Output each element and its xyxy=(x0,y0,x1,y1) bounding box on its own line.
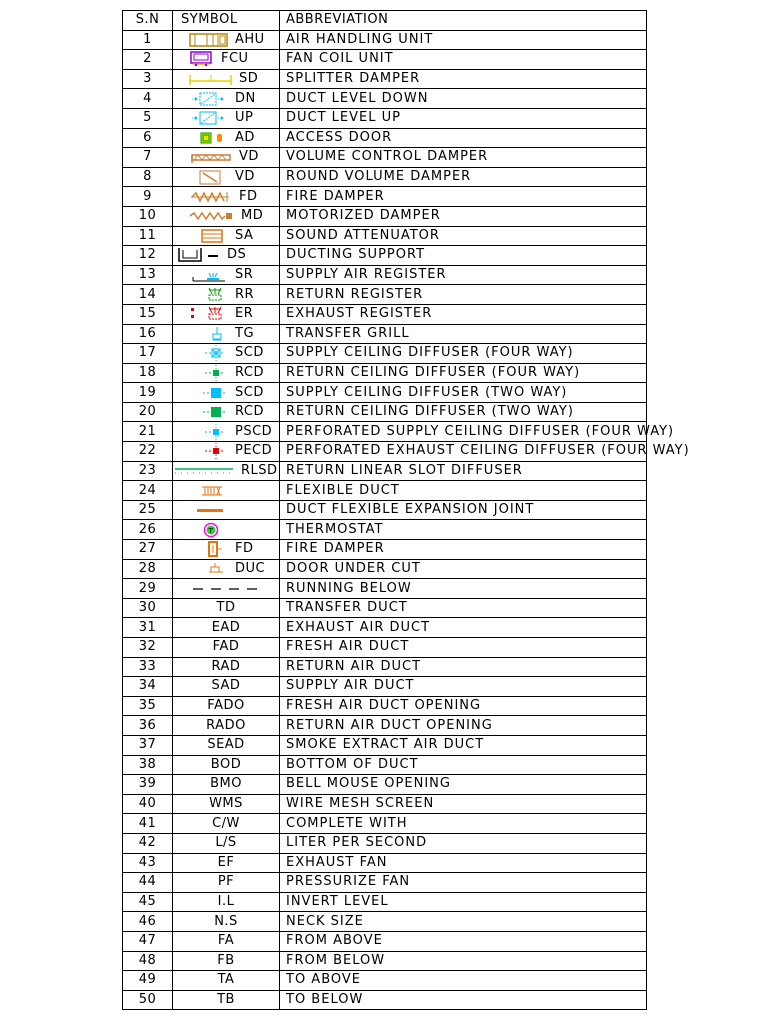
perforated-exhaust-diffuser-icon xyxy=(189,443,229,459)
abbreviation-cell: FIRE DAMPER xyxy=(280,540,647,560)
symbol-code: UP xyxy=(235,110,254,126)
symbol-cell xyxy=(173,579,280,599)
row-number: 48 xyxy=(123,951,173,971)
table-row xyxy=(123,442,647,462)
symbol-cell xyxy=(173,677,280,697)
symbol-code: BMO xyxy=(210,776,242,792)
symbol-cell xyxy=(173,540,280,560)
table-row xyxy=(123,873,647,893)
symbol-cell xyxy=(173,442,280,462)
symbol-code: SCD xyxy=(235,384,264,400)
abbreviation-cell: SUPPLY CEILING DIFFUSER (FOUR WAY) xyxy=(280,344,647,364)
symbol-cell xyxy=(173,598,280,618)
symbol-cell xyxy=(173,344,280,364)
symbol-code: PECD xyxy=(235,443,273,459)
row-number: 7 xyxy=(123,148,173,168)
abbreviation-cell: FRESH AIR DUCT OPENING xyxy=(280,696,647,716)
abbreviation-cell: RETURN LINEAR SLOT DIFFUSER xyxy=(280,461,647,481)
symbol-code: FAD xyxy=(212,639,240,655)
symbol-cell xyxy=(173,226,280,246)
abbreviation-cell: VOLUME CONTROL DAMPER xyxy=(280,148,647,168)
symbol-code: I.L xyxy=(217,894,235,910)
abbreviation-cell: RETURN AIR DUCT xyxy=(280,657,647,677)
symbol-cell xyxy=(173,148,280,168)
duct-level-up-icon xyxy=(189,110,229,126)
symbol-cell xyxy=(173,794,280,814)
symbol-code: N.S xyxy=(214,913,238,929)
abbreviation-cell: MOTORIZED DAMPER xyxy=(280,206,647,226)
symbol-code: RCD xyxy=(235,404,264,420)
table-row xyxy=(123,775,647,795)
row-number: 43 xyxy=(123,853,173,873)
row-number: 17 xyxy=(123,344,173,364)
row-number: 22 xyxy=(123,442,173,462)
abbreviation-cell: SMOKE EXTRACT AIR DUCT xyxy=(280,735,647,755)
svg-text:T: T xyxy=(208,526,214,535)
abbreviation-cell: PRESSURIZE FAN xyxy=(280,873,647,893)
table-row xyxy=(123,383,647,403)
symbol-cell xyxy=(173,716,280,736)
legend-body xyxy=(123,30,690,1010)
row-number: 37 xyxy=(123,735,173,755)
symbol-cell xyxy=(173,50,280,70)
splitter-damper-icon xyxy=(189,71,233,87)
symbol-code: RAD xyxy=(211,658,241,674)
flexible-duct-icon xyxy=(189,483,229,499)
table-row xyxy=(123,638,647,658)
row-number: 47 xyxy=(123,931,173,951)
table-row xyxy=(123,128,647,148)
row-number: 28 xyxy=(123,559,173,579)
symbol-code: SA xyxy=(235,227,254,243)
table-row xyxy=(123,853,647,873)
symbol-code: DN xyxy=(235,90,256,106)
symbol-cell xyxy=(173,167,280,187)
symbol-code: AD xyxy=(235,129,255,145)
abbreviation-cell: TO ABOVE xyxy=(280,971,647,991)
table-row xyxy=(123,598,647,618)
symbol-cell xyxy=(173,559,280,579)
table-row xyxy=(123,618,647,638)
return-linear-slot-diffuser-icon xyxy=(175,463,235,479)
symbol-cell xyxy=(173,30,280,50)
symbol-cell xyxy=(173,481,280,501)
symbol-cell xyxy=(173,951,280,971)
symbol-code: ER xyxy=(235,306,254,322)
row-number: 30 xyxy=(123,598,173,618)
table-row xyxy=(123,540,647,560)
symbol-cell xyxy=(173,696,280,716)
row-number: 44 xyxy=(123,873,173,893)
row-number: 46 xyxy=(123,912,173,932)
abbreviation-cell: RETURN REGISTER xyxy=(280,285,647,305)
symbol-code: RR xyxy=(235,286,255,302)
symbol-cell xyxy=(173,990,280,1010)
symbol-code: TA xyxy=(217,972,235,988)
row-number: 11 xyxy=(123,226,173,246)
header-sn: S.N xyxy=(123,11,173,31)
symbol-code: MD xyxy=(241,208,264,224)
table-row xyxy=(123,30,647,50)
table-row xyxy=(123,500,647,520)
symbol-cell xyxy=(173,775,280,795)
symbol-code: C/W xyxy=(212,815,240,831)
abbreviation-cell: ROUND VOLUME DAMPER xyxy=(280,167,647,187)
symbol-cell xyxy=(173,246,280,266)
row-number: 40 xyxy=(123,794,173,814)
symbol-cell xyxy=(173,912,280,932)
table-row xyxy=(123,167,647,187)
row-number: 50 xyxy=(123,990,173,1010)
symbol-cell xyxy=(173,89,280,109)
table-row xyxy=(123,657,647,677)
row-number: 45 xyxy=(123,892,173,912)
abbreviation-cell: DUCTING SUPPORT xyxy=(280,246,647,266)
symbol-code: FD xyxy=(239,188,258,204)
row-number: 13 xyxy=(123,265,173,285)
row-number: 41 xyxy=(123,814,173,834)
table-row xyxy=(123,520,647,540)
row-number: 27 xyxy=(123,540,173,560)
abbreviation-cell: SUPPLY AIR REGISTER xyxy=(280,265,647,285)
table-row xyxy=(123,794,647,814)
abbreviation-cell: RETURN CEILING DIFFUSER (FOUR WAY) xyxy=(280,363,647,383)
symbol-cell xyxy=(173,402,280,422)
fire-damper-zigzag-icon xyxy=(189,189,233,205)
abbreviation-cell: INVERT LEVEL xyxy=(280,892,647,912)
abbreviation-cell: AIR HANDLING UNIT xyxy=(280,30,647,50)
symbol-cell xyxy=(173,755,280,775)
table-row xyxy=(123,108,647,128)
abbreviation-cell: FROM ABOVE xyxy=(280,931,647,951)
abbreviation-cell: DUCT LEVEL DOWN xyxy=(280,89,647,109)
table-row xyxy=(123,912,647,932)
table-row xyxy=(123,755,647,775)
return-register-icon xyxy=(189,287,229,303)
abbreviation-cell: DUCT FLEXIBLE EXPANSION JOINT xyxy=(280,500,647,520)
return-ceiling-diffuser-two-way-icon xyxy=(189,404,229,420)
table-row xyxy=(123,951,647,971)
duct-flexible-expansion-joint-icon xyxy=(189,502,229,518)
row-number: 14 xyxy=(123,285,173,305)
row-number: 39 xyxy=(123,775,173,795)
symbol-cell xyxy=(173,69,280,89)
motorized-damper-icon xyxy=(189,208,235,224)
abbreviation-cell: LITER PER SECOND xyxy=(280,833,647,853)
abbreviation-cell: THERMOSTAT xyxy=(280,520,647,540)
table-row xyxy=(123,892,647,912)
row-number: 9 xyxy=(123,187,173,207)
table-row xyxy=(123,265,647,285)
row-number: 49 xyxy=(123,971,173,991)
symbol-cell xyxy=(173,833,280,853)
row-number: 8 xyxy=(123,167,173,187)
symbol-cell xyxy=(173,422,280,442)
symbol-cell xyxy=(173,931,280,951)
table-row xyxy=(123,226,647,246)
table-row xyxy=(123,971,647,991)
abbreviation-cell: SPLITTER DAMPER xyxy=(280,69,647,89)
header-row xyxy=(123,11,647,31)
header-symbol: SYMBOL xyxy=(173,11,280,31)
transfer-grill-icon xyxy=(189,326,229,342)
abbreviation-cell: COMPLETE WITH xyxy=(280,814,647,834)
round-volume-damper-icon xyxy=(189,169,229,185)
table-row xyxy=(123,559,647,579)
row-number: 31 xyxy=(123,618,173,638)
access-door-icon xyxy=(189,130,229,146)
symbol-code: SD xyxy=(239,71,259,87)
fire-damper-box-icon xyxy=(189,541,229,557)
row-number: 16 xyxy=(123,324,173,344)
row-number: 4 xyxy=(123,89,173,109)
row-number: 36 xyxy=(123,716,173,736)
abbreviation-cell: EXHAUST FAN xyxy=(280,853,647,873)
abbreviation-cell: EXHAUST REGISTER xyxy=(280,304,647,324)
table-row xyxy=(123,931,647,951)
row-number: 6 xyxy=(123,128,173,148)
abbreviation-cell: BELL MOUSE OPENING xyxy=(280,775,647,795)
sound-attenuator-icon xyxy=(189,228,229,244)
row-number: 1 xyxy=(123,30,173,50)
row-number: 26 xyxy=(123,520,173,540)
symbol-code: FA xyxy=(217,933,235,949)
row-number: 29 xyxy=(123,579,173,599)
abbreviation-cell: FIRE DAMPER xyxy=(280,187,647,207)
return-ceiling-diffuser-four-way-icon xyxy=(189,365,229,381)
thermostat-icon xyxy=(189,522,229,538)
symbol-code: VD xyxy=(239,149,259,165)
row-number: 10 xyxy=(123,206,173,226)
fcu-icon xyxy=(189,51,215,67)
abbreviation-cell: PERFORATED SUPPLY CEILING DIFFUSER (FOUR WAY) xyxy=(280,422,647,442)
row-number: 33 xyxy=(123,657,173,677)
row-number: 2 xyxy=(123,50,173,70)
symbol-cell xyxy=(173,461,280,481)
table-row xyxy=(123,579,647,599)
symbol-cell xyxy=(173,638,280,658)
symbol-code: PSCD xyxy=(235,423,273,439)
volume-control-damper-icon xyxy=(189,149,233,165)
abbreviation-cell: SUPPLY CEILING DIFFUSER (TWO WAY) xyxy=(280,383,647,403)
row-number: 38 xyxy=(123,755,173,775)
symbol-code: FCU xyxy=(221,51,249,67)
row-number: 25 xyxy=(123,500,173,520)
symbol-code: WMS xyxy=(209,796,243,812)
abbreviation-cell: TO BELOW xyxy=(280,990,647,1010)
symbol-code: SAD xyxy=(211,678,241,694)
symbol-code: FD xyxy=(235,541,254,557)
table-row xyxy=(123,69,647,89)
symbol-code: SEAD xyxy=(207,737,245,753)
symbol-cell xyxy=(173,108,280,128)
table-row xyxy=(123,344,647,364)
symbol-code: L/S xyxy=(215,835,237,851)
abbreviation-cell: DUCT LEVEL UP xyxy=(280,108,647,128)
perforated-supply-diffuser-icon xyxy=(189,424,229,440)
table-row xyxy=(123,246,647,266)
supply-air-register-icon xyxy=(189,267,229,283)
abbreviation-cell: ACCESS DOOR xyxy=(280,128,647,148)
row-number: 35 xyxy=(123,696,173,716)
abbreviation-cell: DOOR UNDER CUT xyxy=(280,559,647,579)
table-row xyxy=(123,833,647,853)
duct-level-down-icon xyxy=(189,91,229,107)
symbol-code: PF xyxy=(217,874,235,890)
table-row xyxy=(123,990,647,1010)
table-row xyxy=(123,187,647,207)
row-number: 19 xyxy=(123,383,173,403)
table-row xyxy=(123,402,647,422)
symbol-code: FB xyxy=(217,952,235,968)
symbol-code: AHU xyxy=(235,31,265,47)
table-row xyxy=(123,89,647,109)
door-under-cut-icon xyxy=(189,561,229,577)
row-number: 23 xyxy=(123,461,173,481)
symbol-code: VD xyxy=(235,169,255,185)
symbol-cell xyxy=(173,363,280,383)
ahu-icon xyxy=(189,32,229,48)
abbreviation-cell: EXHAUST AIR DUCT xyxy=(280,618,647,638)
symbol-cell xyxy=(173,187,280,207)
symbol-code: TG xyxy=(235,325,255,341)
abbreviation-cell: SOUND ATTENUATOR xyxy=(280,226,647,246)
exhaust-register-icon xyxy=(189,306,229,322)
symbol-cell xyxy=(173,285,280,305)
symbol-cell xyxy=(173,657,280,677)
symbol-code: SCD xyxy=(235,345,264,361)
symbol-cell xyxy=(173,128,280,148)
table-row xyxy=(123,716,647,736)
symbol-code: TB xyxy=(217,991,235,1007)
row-number: 3 xyxy=(123,69,173,89)
table-row xyxy=(123,696,647,716)
symbol-cell xyxy=(173,873,280,893)
symbol-cell xyxy=(173,520,280,540)
abbreviation-cell: FAN COIL UNIT xyxy=(280,50,647,70)
table-row xyxy=(123,814,647,834)
abbreviation-cell: TRANSFER DUCT xyxy=(280,598,647,618)
abbreviation-cell: TRANSFER GRILL xyxy=(280,324,647,344)
symbol-cell xyxy=(173,618,280,638)
symbol-code: EF xyxy=(217,854,235,870)
row-number: 34 xyxy=(123,677,173,697)
symbol-cell xyxy=(173,735,280,755)
table-row xyxy=(123,735,647,755)
abbreviation-cell: RUNNING BELOW xyxy=(280,579,647,599)
symbol-cell xyxy=(173,206,280,226)
symbol-cell xyxy=(173,383,280,403)
table-row xyxy=(123,206,647,226)
running-below-dashed-line-icon xyxy=(187,581,267,597)
table-row xyxy=(123,677,647,697)
abbreviation-cell: NECK SIZE xyxy=(280,912,647,932)
abbreviation-cell: FRESH AIR DUCT xyxy=(280,638,647,658)
abbreviation-cell: PERFORATED EXHAUST CEILING DIFFUSER (FOUR WAY) xyxy=(280,442,647,462)
row-number: 32 xyxy=(123,638,173,658)
symbol-code: SR xyxy=(235,267,254,283)
supply-ceiling-diffuser-two-way-icon xyxy=(189,385,229,401)
table-row xyxy=(123,285,647,305)
row-number: 12 xyxy=(123,246,173,266)
symbol-cell xyxy=(173,265,280,285)
table-row xyxy=(123,324,647,344)
row-number: 20 xyxy=(123,402,173,422)
abbreviation-cell: FLEXIBLE DUCT xyxy=(280,481,647,501)
table-row xyxy=(123,461,647,481)
symbol-cell xyxy=(173,304,280,324)
symbol-cell xyxy=(173,971,280,991)
row-number: 24 xyxy=(123,481,173,501)
symbol-legend-table xyxy=(122,10,690,1010)
symbol-code: FADO xyxy=(207,698,245,714)
symbol-code: EAD xyxy=(211,619,241,635)
abbreviation-cell: RETURN CEILING DIFFUSER (TWO WAY) xyxy=(280,402,647,422)
symbol-cell xyxy=(173,853,280,873)
table-row xyxy=(123,422,647,442)
abbreviation-cell: WIRE MESH SCREEN xyxy=(280,794,647,814)
row-number: 18 xyxy=(123,363,173,383)
symbol-code: RLSD xyxy=(241,462,278,478)
abbreviation-cell: SUPPLY AIR DUCT xyxy=(280,677,647,697)
abbreviation-cell: BOTTOM OF DUCT xyxy=(280,755,647,775)
table-row xyxy=(123,50,647,70)
row-number: 5 xyxy=(123,108,173,128)
header-abbreviation: ABBREVIATION xyxy=(280,11,647,31)
abbreviation-cell: FROM BELOW xyxy=(280,951,647,971)
table-row xyxy=(123,481,647,501)
symbol-code: RCD xyxy=(235,364,264,380)
symbol-code: TD xyxy=(216,600,236,616)
symbol-cell xyxy=(173,814,280,834)
symbol-cell xyxy=(173,892,280,912)
symbol-cell xyxy=(173,500,280,520)
symbol-code: DS xyxy=(227,247,247,263)
abbreviation-cell: RETURN AIR DUCT OPENING xyxy=(280,716,647,736)
table-row xyxy=(123,304,647,324)
symbol-code: BOD xyxy=(210,756,242,772)
table-row xyxy=(123,148,647,168)
supply-ceiling-diffuser-four-way-icon xyxy=(189,345,229,361)
row-number: 42 xyxy=(123,833,173,853)
symbol-cell xyxy=(173,324,280,344)
symbol-code: DUC xyxy=(235,560,266,576)
row-number: 15 xyxy=(123,304,173,324)
symbol-code: RADO xyxy=(206,717,246,733)
table-row xyxy=(123,363,647,383)
ducting-support-icon xyxy=(175,247,221,263)
row-number: 21 xyxy=(123,422,173,442)
